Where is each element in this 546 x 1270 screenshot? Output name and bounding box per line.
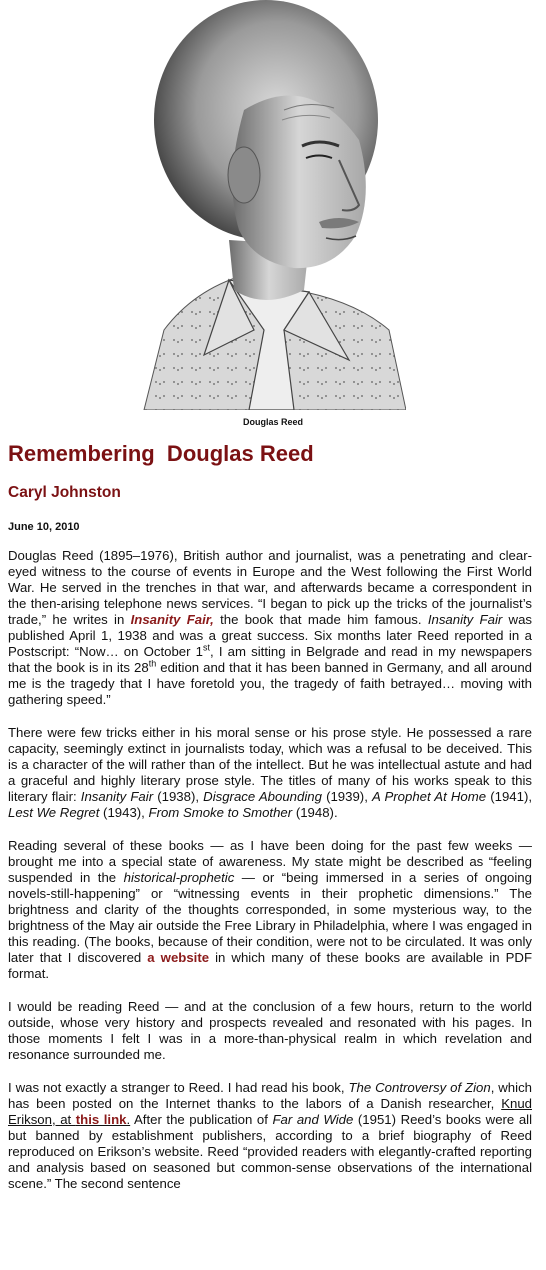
paragraph-5: I was not exactly a stranger to Reed. I had read his book, The Controversy of Zion, which has been posted on the Internet thanks to the labors of a Danish researcher, Knud Erikson, at this link. After the publication of Far and Wide (1951) Reed’s books were all but banned by establishment publishers, according to a brief biography of Reed reproduced on Erikson’s website. Reed “provided readers with elegantly-crafted reporting and analysis based on seasoned but common-sense observations of the international scene.” The second sentence xyxy=(8,1080,533,1191)
article-author: Caryl Johnston xyxy=(8,484,121,501)
knud-erikson-link[interactable]: Knud Erikson, at this link. xyxy=(8,1096,532,1127)
article-title: Remembering Douglas Reed xyxy=(8,441,314,466)
paragraph-2: There were few tricks either in his moral sense or his prose style. He possessed a rare capacity, seemingly extinct in journalists today, which was a refusal to be deceived. This is a character of the will rather than of the intellect. But he was intellectual astute and had a graceful and highly literary prose style. The titles of many of his works speak to this literary flair: Insanity Fair (1938), Disgrace Abounding (1939), A Prophet At Home (1941), Lest We Regret (1943), From Smoke to Smother (1948). xyxy=(8,725,533,820)
article-body xyxy=(8,548,532,1209)
website-link[interactable]: a website xyxy=(147,950,210,965)
paragraph-3: Reading several of these books — as I have been doing for the past few weeks — brought me into a special state of awareness. My state might be described as “feeling suspended in the historical-prophetic — or “being immersed in a series of ongoing novels-still-happening” or “witnessing events in their prophetic dimensions.” The brightness and clarity of the thoughts corresponded, in some mysterious way, to the brightness of the May air outside the Free Library in Philadelphia, where I was engaged in this reading. (The books, because of their condition, were not to be circulated. It was only later that I discovered a website in which many of these books are available in PDF format. xyxy=(8,838,532,981)
insanity-fair-link[interactable]: Insanity Fair, xyxy=(130,612,214,627)
paragraph-1: Douglas Reed (1895–1976), British author and journalist, was a penetrating and clear-eyed witness to the course of events in Europe and the West following the First World War. He served in the trenches in that war, and afterwards became a correspondent in the then-arising telephone news services. “I began to pick up the tricks of the journalist’s trade,” he writes in Insanity Fair, the book that made him famous. Insanity Fair was published April 1, 1938 and was a great success. Six months later Reed reported in a Postscript: “Now… on October 1st, I am sitting in Belgrade and read in my newspapers that the book is in its 28th edition and that it has been banned in Germany, and all around me is the tragedy that I have foretold you, the tragedy of faith betrayed… moving with gathering speed.” xyxy=(8,548,533,707)
photo-caption: Douglas Reed xyxy=(242,417,303,427)
paragraph-4: I would be reading Reed — and at the conclusion of a few hours, return to the world outside, whose very history and prospects revealed and resonated with his pages. In those moments I felt I was in a more-than-physical realm in which revelation and resonance surrounded me. xyxy=(8,999,532,1062)
author-portrait-photo xyxy=(134,0,406,410)
article-date: June 10, 2010 xyxy=(8,521,80,533)
